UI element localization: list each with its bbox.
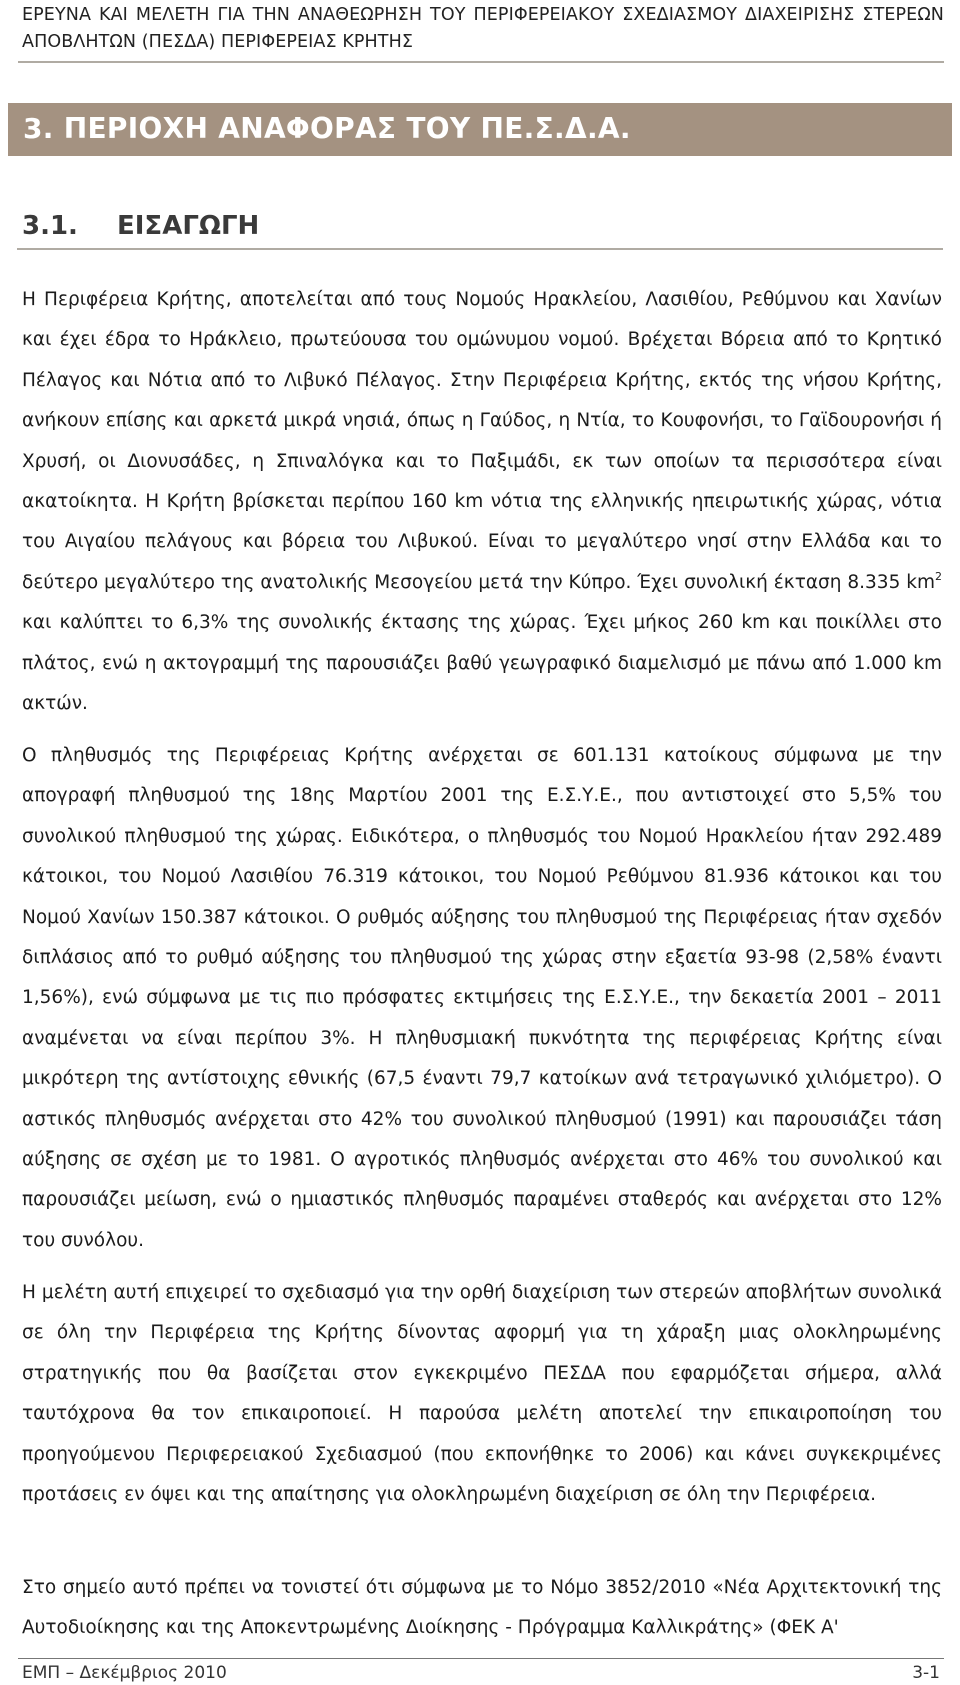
running-header: ΕΡΕΥΝΑ ΚΑΙ ΜΕΛΕΤΗ ΓΙΑ ΤΗΝ ΑΝΑΘΕΩΡΗΣΗ ΤΟΥ ΠΕΡΙΦΕΡΕΙΑΚΟΥ ΣΧΕΔΙΑΣΜΟΥ ΔΙΑΧΕΙΡΙΣΗΣ ΣΤΕΡΕΩΝ ΑΠΟΒΛΗΤΩΝ (ΠΕΣΔΑ) ΠΕΡΙΦΕΡΕΙΑΣ ΚΡΗΤΗΣ (22, 5, 944, 52)
paragraph-population: Ο πληθυσμός της Περιφέρειας Κρήτης ανέρχεται σε 601.131 κατοίκους σύμφωνα με την απογραφή πληθυσμού της 18ης Μαρτίου 2001 της Ε.Σ.Υ.Ε., που αντιστοιχεί στο 5,5% του συνολικού πληθυσμού της χώρας. Ειδικότερα, ο πληθυσμός του Νομού Ηρακλείου ήταν 292.489 κάτοικοι, του Νομού Λασιθίου 76.319 κάτοικοι, του Νομού Ρεθύμνου 81.936 κάτοικοι και του Νομού Χανίων 150.387 κάτοικοι. Ο ρυθμός αύξησης του πληθυσμού της Περιφέρειας ήταν σχεδόν διπλάσιος από το ρυθμό αύξησης του πληθυσμού της χώρας στην εξαετία 93-98 (2,58% έναντι 1,56%), ενώ σύμφωνα με τις πιο πρόσφατες εκτιμήσεις της Ε.Σ.Υ.Ε., την δεκαετία 2001 – 2011 αναμένεται να είναι περίπου 3%. Η πληθυσμιακή πυκνότητα της περιφέρειας Κρήτης είναι μικρότερη της αντίστοιχης εθνικής (67,5 έναντι 79,7 κατοίκων ανά τετραγωνικό χιλιόμετρο). Ο αστικός πληθυσμός ανέρχεται στο 42% του συνολικού πληθυσμού (1991) και παρουσιάζει τάση αύξησης σε σχέση με το 1981. Ο αγροτικός πληθυσμός ανέρχεται στο 46% του συνολικού και παρουσιάζει μείωση, ενώ ο ημιαστικός πληθυσμός παραμένει σταθερός και ανέρχεται στο 12% του συνόλου. (22, 745, 942, 1251)
paragraph-location (22, 280, 942, 724)
chapter-title: 3. ΠΕΡΙΟΧΗ ΑΝΑΦΟΡΑΣ ΤΟΥ ΠΕ.Σ.Δ.Α. (23, 112, 631, 145)
section-number: 3.1. (22, 211, 78, 241)
superscript-squared: 2 (935, 569, 942, 583)
footer-rule (18, 1658, 944, 1659)
paragraph-location-text: Η Περιφέρεια Κρήτης, αποτελείται από τους Νομούς Ηρακλείου, Λασιθίου, Ρεθύμνου και Χανίων και έχει έδρα το Ηράκλειο, πρωτεύουσα του ομώνυμου νομού. Βρέχεται Βόρεια από το Κρητικό Πέλαγος και Νότια από το Λιβυκό Πέλαγος. Στην Περιφέρεια Κρήτης, εκτός της νήσου Κρήτης, ανήκουν επίσης και αρκετά μικρά νησιά, όπως η Γαύδος, η Ντία, το Κουφονήσι, το Γαϊδουρονήσι ή Χρυσή, οι Διονυσάδες, η Σπιναλόγκα και το Παξιμάδι, εκ των οποίων τα περισσότερα είναι ακατοίκητα. Η Κρήτη βρίσκεται περίπου 160 km νότια της ελληνικής ηπειρωτικής χώρας, νότια του Αιγαίου πελάγους και βόρεια του Λιβυκού. Είναι το μεγαλύτερο νησί στην Ελλάδα και το δεύτερο μεγαλύτερο της ανατολικής Μεσογείου μετά την Κύπρο. Έχει συνολική έκταση 8.335 km (22, 289, 942, 593)
header-rule (18, 61, 944, 63)
paragraph-law-note: Στο σημείο αυτό πρέπει να τονιστεί ότι σύμφωνα με το Νόμο 3852/2010 «Νέα Αρχιτεκτονική της Αυτοδιοίκησης και της Αποκεντρωμένης Διοίκησης - Πρόγραμμα Καλλικράτης» (ΦΕΚ Α' (22, 1577, 942, 1639)
footer-publisher-date: ΕΜΠ – Δεκέμβριος 2010 (22, 1663, 227, 1683)
section-title: ΕΙΣΑΓΩΓΗ (117, 211, 260, 241)
paragraph-study-purpose: Η μελέτη αυτή επιχειρεί το σχεδιασμό για την ορθή διαχείριση των στερεών αποβλήτων συνολικά σε όλη την Περιφέρεια της Κρήτης δίνοντας αφορμή για τη χάραξη μιας ολοκληρωμένης στρατηγικής που θα βασίζεται στον εγκεκριμένο ΠΕΣΔΑ που εφαρμόζεται σήμερα, αλλά ταυτόχρονα θα τον επικαιροποιεί. Η παρούσα μελέτη αποτελεί την επικαιροποίηση του προηγούμενου Περιφερειακού Σχεδιασμού (που εκπονήθηκε το 2006) και κάνει συγκεκριμένες προτάσεις εν όψει και της απαίτησης για ολοκληρωμένη διαχείριση σε όλη την Περιφέρεια. (22, 1282, 942, 1506)
paragraph-location-text-cont: και καλύπτει το 6,3% της συνολικής έκτασης της χώρας. Έχει μήκος 260 km και ποικίλλει στο πλάτος, ενώ η ακτογραμμή της παρουσιάζει βαθύ γεωγραφικό διαμελισμό με πάνω από 1.000 km ακτών. (22, 612, 942, 715)
section-rule (17, 248, 943, 250)
page-number: 3-1 (912, 1663, 940, 1683)
